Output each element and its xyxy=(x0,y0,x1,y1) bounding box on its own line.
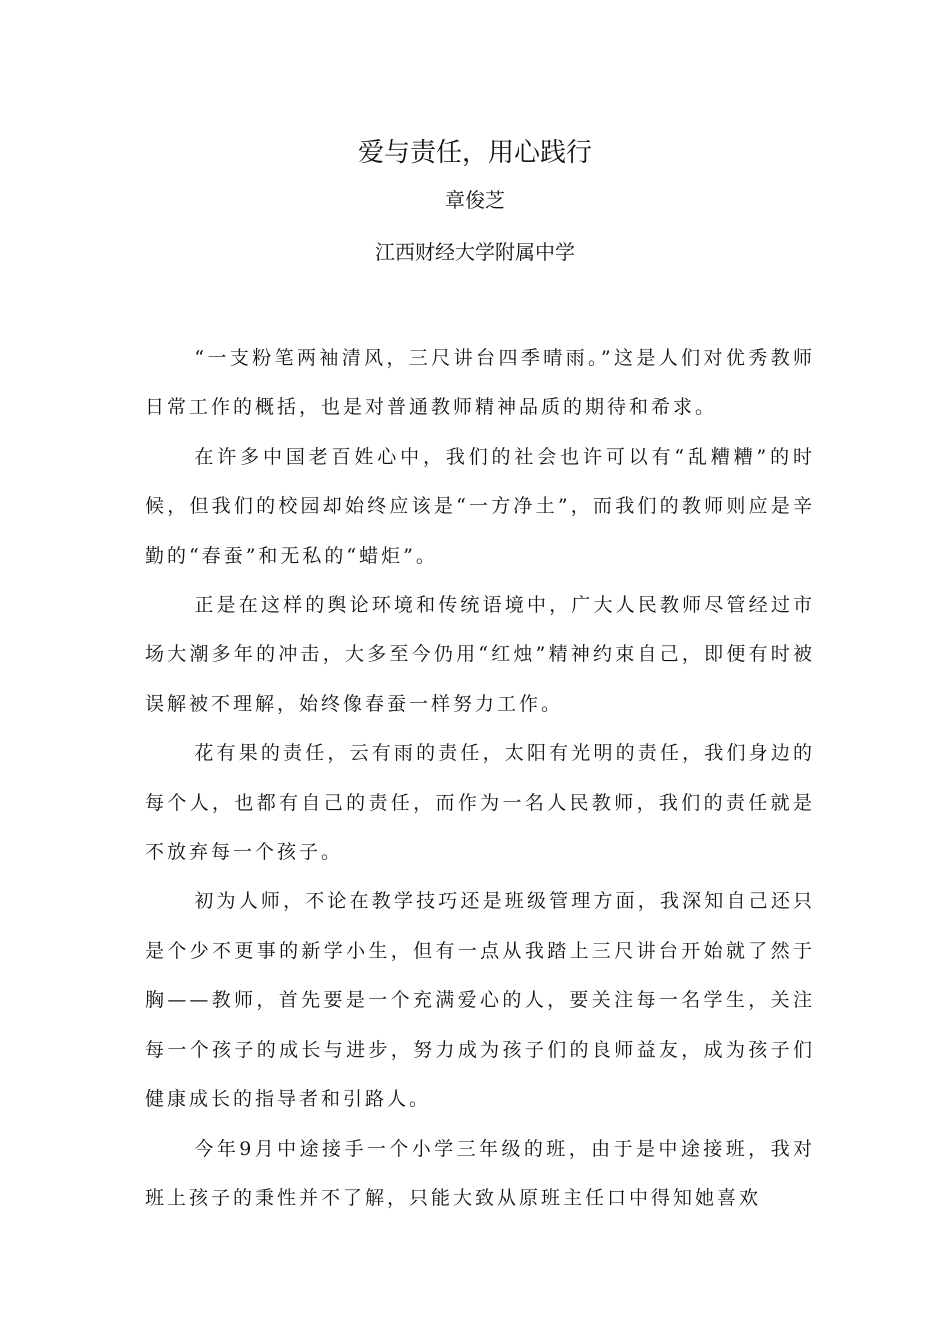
paragraph: “一支粉笔两袖清风，三尺讲台四季晴雨。”这是人们对优秀教师日常工作的概括，也是对普通教师精神品质的期待和希求。 xyxy=(145,347,815,419)
paragraph: 正是在这样的舆论环境和传统语境中，广大人民教师尽管经过市场大潮多年的冲击，大多至今仍用“红烛”精神约束自己，即便有时被误解被不理解，始终像春蚕一样努力工作。 xyxy=(145,594,815,715)
author-name: 章俊芝 xyxy=(445,188,505,212)
author-affiliation: 江西财经大学附属中学 xyxy=(375,240,575,264)
paragraph: 花有果的责任，云有雨的责任，太阳有光明的责任，我们身边的每个人，也都有自己的责任，而作为一名人民教师，我们的责任就是不放弃每一个孩子。 xyxy=(145,742,815,864)
document-title: 爱与责任，用心践行 xyxy=(357,138,592,168)
paragraph: 今年9月中途接手一个小学三年级的班，由于是中途接班，我对班上孩子的秉性并不了解，只能大致从原班主任口中得知她喜欢 xyxy=(145,1137,815,1209)
paragraph: 初为人师，不论在教学技巧还是班级管理方面，我深知自己还只是个少不更事的新学小生，但有一点从我踏上三尺讲台开始就了然于胸——教师，首先要是一个充满爱心的人，要关注每一名学生，关注每一个孩子的成长与进步，努力成为孩子们的良师益友，成为孩子们健康成长的指导者和引路人。 xyxy=(145,890,815,1111)
document-body xyxy=(145,334,815,1223)
paragraph: 在许多中国老百姓心中，我们的社会也许可以有“乱糟糟”的时候，但我们的校园却始终应该是“一方净土”，而我们的教师则应是辛勤的“春蚕”和无私的“蜡炬”。 xyxy=(145,445,815,567)
